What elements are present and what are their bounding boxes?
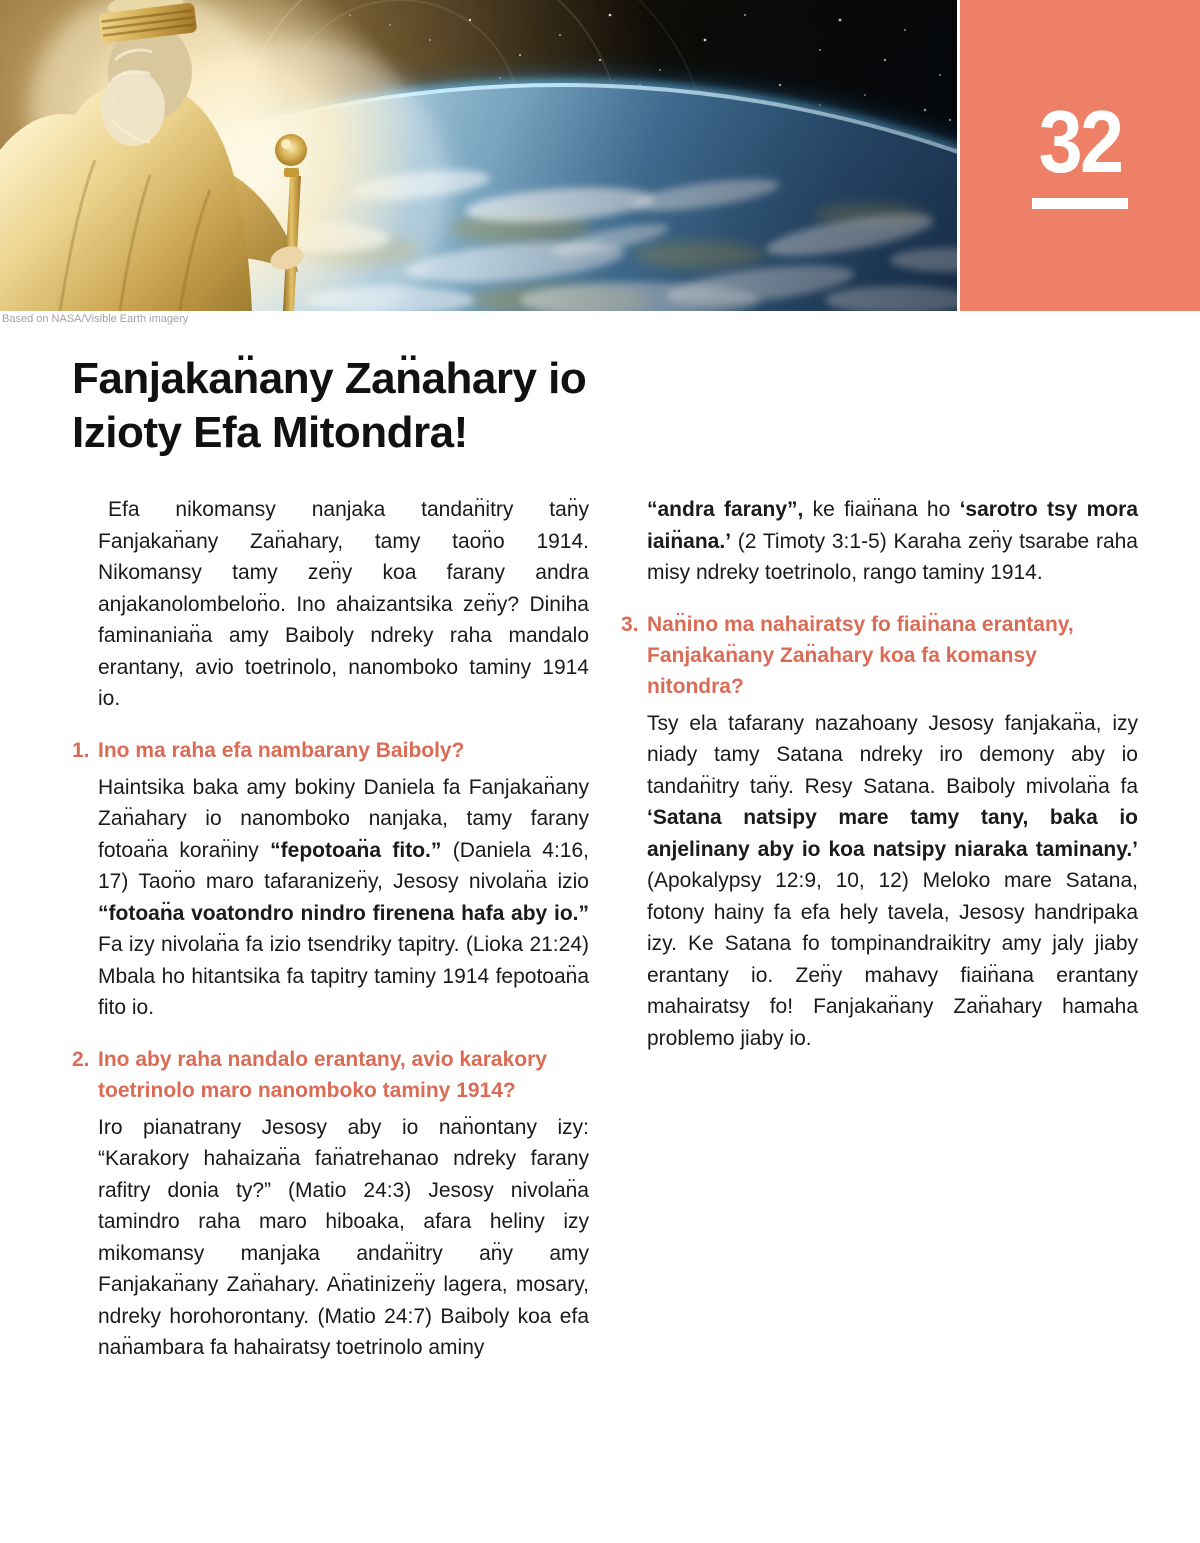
page-title <box>72 352 586 460</box>
left-column <box>72 494 589 1364</box>
question-3-paragraph: Tsy ela tafarany nazahoany Jesosy fanjakan̈a, izy niady tamy Satana ndreky iro demony aby io tandan̈itry tan̈y. Resy Satana. Baiboly mivolan̈a fa ‘Satana natsipy mare tamy tany, baka io anjelinany aby io koa natsipy niaraka taminany.’ (Apokalypsy 12:9, 10, 12) Meloko mare Satana, fotony hainy fa efa hely tavela, Jesosy handripaka izy. Ke Satana fo tompinandraikitry amy jaly jiaby erantany io. Zen̈y mahavy fiain̈ana erantany mahairatsy fo! Fanjakan̈any Zan̈ahary hamaha problemo jiaby io. <box>647 711 1138 1050</box>
question-2-heading <box>72 1044 589 1106</box>
lesson-underline <box>1032 198 1128 209</box>
question-1-paragraph: Haintsika baka amy bokiny Daniela fa Fanjakan̈any Zan̈ahary io nanomboko nanjaka, tamy farany fotoan̈a koran̈iny “fepotoan̈a fito.” (Daniela 4:16, 17) Taon̈o maro tafaranizen̈y, Jesosy nivolan̈a izio “fotoan̈a voatondro nindro firenena hafa aby io.” Fa izy nivolan̈a fa izio tsendriky tapitry. (Lioka 21:24) Mbala ho hitantsika fa tapitry taminy 1914 fepotoan̈a fito io. <box>98 775 589 1019</box>
question-3-heading <box>621 609 1138 702</box>
question-2-paragraph: Iro pianatrany Jesosy aby io nan̈ontany izy: “Karakory hahaizan̈a fan̈atrehanao ndreky farany rafitry donia ty?” (Matio 24:3) Jesosy nivolan̈a tamindro raha maro hiboaka, afara heliny izy mikomansy manjaka andan̈itry an̈y amy Fanjakan̈any Zan̈ahary. An̈atinizen̈y lagera, mosary, ndreky horohorontany. (Matio 24:7) Baiboly koa efa nan̈ambara fa hahairatsy toetrinolo aminy <box>98 1115 589 1359</box>
question-2-number: 2. <box>72 1047 90 1071</box>
question-2-text: Ino aby raha nandalo erantany, avio karakory toetrinolo maro nanomboko taminy 1914? <box>98 1047 547 1102</box>
question-1-number: 1. <box>72 738 90 762</box>
lesson-number-box <box>960 0 1200 311</box>
question-1-text: Ino ma raha efa nambarany Baiboly? <box>98 738 465 762</box>
question-1-heading <box>72 735 589 766</box>
question-3-number: 3. <box>621 612 639 636</box>
lesson-number: 32 <box>1038 92 1122 191</box>
space-earth-graphic <box>0 0 957 311</box>
right-column <box>621 494 1138 1364</box>
page-title-line1: Fanjakan̈any Zan̈ahary io <box>72 354 587 403</box>
hero-image <box>0 0 957 311</box>
question-2-continuation-paragraph: “andra farany”, ke fiain̈ana ho ‘sarotro tsy mora iain̈ana.’ (2 Timoty 3:1-5) Karaha zen̈y tsarabe raha misy ndreky toetrinolo, rango taminy 1914. <box>647 498 1139 584</box>
image-caption: Based on NASA/Visible Earth imagery <box>2 313 189 325</box>
intro-paragraph: Efa nikomansy nanjaka tandan̈itry tan̈y Fanjakan̈any Zan̈ahary, tamy taon̈o 1914. Nikomansy tamy zen̈y koa farany andra anjakanolombelon̈o. Ino ahaizantsika zen̈y? Diniha faminanian̈a amy Baiboly ndreky raha mandalo erantany, avio toetrinolo, nanomboko taminy 1914 io. <box>98 498 589 710</box>
page-title-line2: Izioty Efa Mitondra! <box>72 408 468 457</box>
question-3-text: Nan̈ino ma nahairatsy fo fiain̈ana erantany, Fanjakan̈any Zan̈ahary koa fa komansy nitondra? <box>647 612 1074 698</box>
body-columns <box>72 494 1138 1364</box>
